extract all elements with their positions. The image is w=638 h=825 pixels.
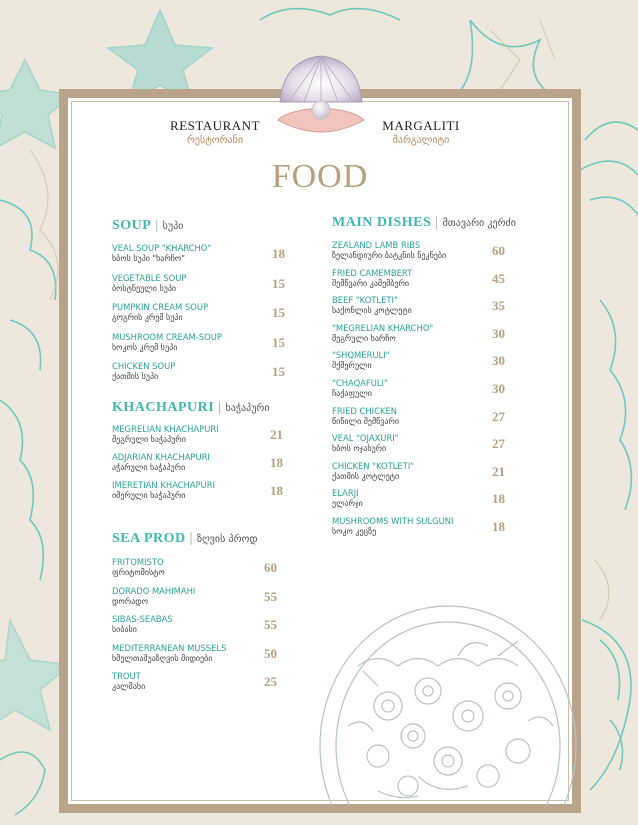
menu-item bbox=[332, 516, 522, 536]
menu-item-name-en: VEAL "OJAXURI" bbox=[332, 433, 399, 444]
header-margaliti-en: MARGALITI bbox=[382, 118, 460, 133]
menu-item-price: 21 bbox=[492, 463, 505, 479]
menu-item-name-en: FRIED CHICKEN bbox=[332, 405, 398, 416]
menu-item-name-en: ZEALAND LAMB RIBS bbox=[332, 240, 421, 250]
menu-item-name-en: MEGRELIAN KHACHAPURI bbox=[112, 424, 219, 434]
menu-item-name-en: DORADO MAHIMAHI bbox=[112, 585, 196, 596]
header-margaliti bbox=[366, 118, 476, 146]
menu-item-name-en: BEEF "KOTLETI" bbox=[332, 295, 398, 306]
pearl-shell-logo bbox=[274, 52, 368, 144]
menu-item-name-en: SIBAS-SEABAS bbox=[112, 614, 173, 624]
menu-item-price: 15 bbox=[272, 364, 285, 379]
menu-item bbox=[332, 240, 522, 260]
menu-item-price: 18 bbox=[492, 519, 505, 534]
menu-item-name-en: FRIED CAMEMBERT bbox=[332, 267, 413, 278]
menu-item-price: 21 bbox=[270, 427, 283, 442]
menu-item-name-ge: ხბოს ოჯახური bbox=[332, 444, 387, 454]
menu-item-price: 18 bbox=[270, 483, 283, 498]
menu-item-name-en: CHICKEN SOUP bbox=[112, 361, 176, 371]
section-title-seaprod-ge: ზღვის პროდ bbox=[196, 534, 258, 545]
section-title-soup: SOUP | სუპი bbox=[112, 218, 184, 233]
menu-item-name-ge: აჭარული ხაჭაპური bbox=[112, 463, 186, 472]
header-restaurant bbox=[160, 118, 270, 146]
menu-item bbox=[332, 268, 522, 288]
menu-item-price: 30 bbox=[492, 353, 505, 369]
menu-item bbox=[332, 406, 522, 426]
menu-item-name-ge: ჩაქაფული bbox=[332, 389, 372, 398]
menu-item-name-en: "MEGRELIAN KHARCHO" bbox=[332, 322, 434, 333]
menu-item-name-ge: კალმახი bbox=[112, 682, 146, 691]
menu-item bbox=[112, 361, 292, 381]
menu-item-name-en: CHICKEN "KOTLETI" bbox=[332, 460, 415, 471]
menu-item-price: 55 bbox=[264, 588, 277, 604]
seafood-plate-illustration bbox=[318, 596, 580, 806]
menu-item bbox=[112, 586, 302, 606]
menu-item bbox=[112, 302, 292, 322]
menu-item bbox=[332, 295, 522, 315]
menu-item-name-en: IMERETIAN KHACHAPURI bbox=[112, 480, 216, 490]
page-title: FOOD bbox=[271, 158, 369, 195]
menu-item bbox=[112, 557, 302, 577]
menu-item-price: 27 bbox=[492, 436, 505, 452]
menu-item-price: 45 bbox=[492, 270, 505, 286]
menu-item-name-en: "SHQMERULI" bbox=[332, 350, 390, 361]
menu-item-name-ge: მეგრული ხარჩო bbox=[332, 333, 396, 343]
menu-item-price: 27 bbox=[492, 408, 505, 424]
header-restaurant-ge: რესტორანი bbox=[186, 135, 244, 146]
menu-item-name-en: VEAL SOUP "KHARCHO" bbox=[112, 243, 212, 253]
section-title-main: MAIN DISHES | მთავარი კერძი bbox=[332, 215, 516, 230]
menu-item bbox=[112, 273, 292, 293]
menu-item-price: 15 bbox=[272, 334, 285, 350]
menu-item-price: 50 bbox=[264, 645, 277, 661]
menu-item-price: 15 bbox=[272, 305, 285, 320]
menu-item-name-ge: დორადო bbox=[112, 596, 149, 606]
menu-item-name-ge: ქათმის კოტლეტი bbox=[332, 471, 400, 481]
menu-item-name-ge: სოკო კეცზე bbox=[332, 527, 377, 536]
menu-item-name-ge: ზელანდიური ბატკნის ნეკნები bbox=[332, 251, 447, 260]
menu-item-name-ge: ბოსტნეული სუპი bbox=[112, 283, 177, 293]
section-title-seaprod-en: SEA PROD bbox=[112, 531, 186, 546]
menu-item-name-en: "CHAQAFULI" bbox=[332, 378, 388, 388]
section-title-soup-ge: სუპი bbox=[162, 221, 184, 232]
section-title-main-en: MAIN DISHES bbox=[332, 215, 432, 230]
menu-item bbox=[112, 480, 302, 500]
menu-item bbox=[112, 671, 302, 691]
menu-item-name-en: MUSHROOMS WITH SULGUNI bbox=[332, 516, 454, 526]
menu-item bbox=[112, 332, 292, 352]
menu-item-name-ge: შქმერული bbox=[332, 361, 372, 371]
menu-item-name-en: MEDITERRANEAN MUSSELS bbox=[112, 642, 227, 653]
menu-item-price: 18 bbox=[270, 455, 283, 470]
menu-item-name-ge: ქათმის სუპი bbox=[112, 372, 159, 381]
menu-item-name-ge: სოკოს კრემ სუპი bbox=[112, 342, 178, 352]
section-title-soup-en: SOUP bbox=[112, 218, 152, 233]
menu-item-name-ge: ხბოს სუპი "ხარჩო" bbox=[112, 254, 185, 263]
section-title-khachapuri-en: KHACHAPURI bbox=[112, 400, 215, 415]
menu-item bbox=[332, 378, 522, 398]
menu-item-name-en: ELARJI bbox=[332, 488, 359, 499]
section-title-khachapuri-ge: ხაჭაპური bbox=[225, 403, 270, 414]
header-restaurant-en: RESTAURANT bbox=[170, 118, 260, 133]
menu-item-name-ge: ელარჯი bbox=[332, 499, 363, 509]
menu-item-price: 30 bbox=[492, 325, 505, 341]
menu-item-name-en: VEGETABLE SOUP bbox=[112, 272, 187, 283]
menu-item-name-en: TROUT bbox=[112, 671, 141, 681]
header-margaliti-ge: მარგალიტი bbox=[392, 135, 450, 146]
menu-item-name-ge: სიბასი bbox=[112, 625, 137, 634]
menu-item-name-en: PUMPKIN CREAM SOUP bbox=[112, 302, 209, 312]
menu-item-name-ge: იმერული ხაჭაპური bbox=[112, 491, 186, 500]
menu-item bbox=[112, 424, 302, 444]
menu-item-price: 15 bbox=[272, 275, 285, 291]
menu-item-name-en: ADJARIAN KHACHAPURI bbox=[112, 452, 210, 462]
menu-item bbox=[112, 243, 292, 263]
menu-item bbox=[112, 643, 302, 663]
menu-item-name-ge: მეგრული ხაჭაპური bbox=[112, 435, 186, 444]
menu-item-price: 25 bbox=[264, 674, 277, 689]
menu-item-name-ge: საქონლის კოტლეტი bbox=[332, 306, 412, 316]
menu-item bbox=[332, 323, 522, 343]
menu-item-price: 30 bbox=[492, 381, 505, 396]
menu-item-price: 55 bbox=[264, 617, 277, 632]
menu-item bbox=[112, 614, 302, 634]
menu-item-name-ge: ხმელთაშუაზღვის მიდიები bbox=[112, 653, 213, 663]
menu-item-name-en: FRITOMISTO bbox=[112, 557, 164, 567]
menu-item bbox=[332, 433, 522, 453]
menu-item-name-ge: გოგრის კრემ სუპი bbox=[112, 313, 183, 322]
menu-item-name-ge: წიწილი შემწვარი bbox=[332, 416, 399, 426]
menu-item bbox=[332, 461, 522, 481]
menu-item bbox=[332, 350, 522, 370]
menu-item-name-ge: შემწვარი კამემბერი bbox=[332, 278, 410, 288]
menu-item-price: 18 bbox=[272, 246, 285, 261]
menu-item bbox=[332, 488, 522, 508]
menu-item bbox=[112, 452, 302, 472]
section-title-main-ge: მთავარი კერძი bbox=[442, 218, 516, 229]
menu-item-price: 60 bbox=[264, 560, 277, 575]
section-title-seaprod: SEA PROD | ზღვის პროდ bbox=[112, 531, 258, 546]
menu-item-price: 18 bbox=[492, 491, 505, 507]
section-title-khachapuri: KHACHAPURI | ხაჭაპური bbox=[112, 400, 270, 415]
menu-item-name-ge: ფრიტომისტო bbox=[112, 568, 165, 577]
menu-item-price: 60 bbox=[492, 243, 505, 258]
menu-item-price: 35 bbox=[492, 298, 505, 314]
menu-item-name-en: MUSHROOM CREAM-SOUP bbox=[112, 331, 222, 342]
